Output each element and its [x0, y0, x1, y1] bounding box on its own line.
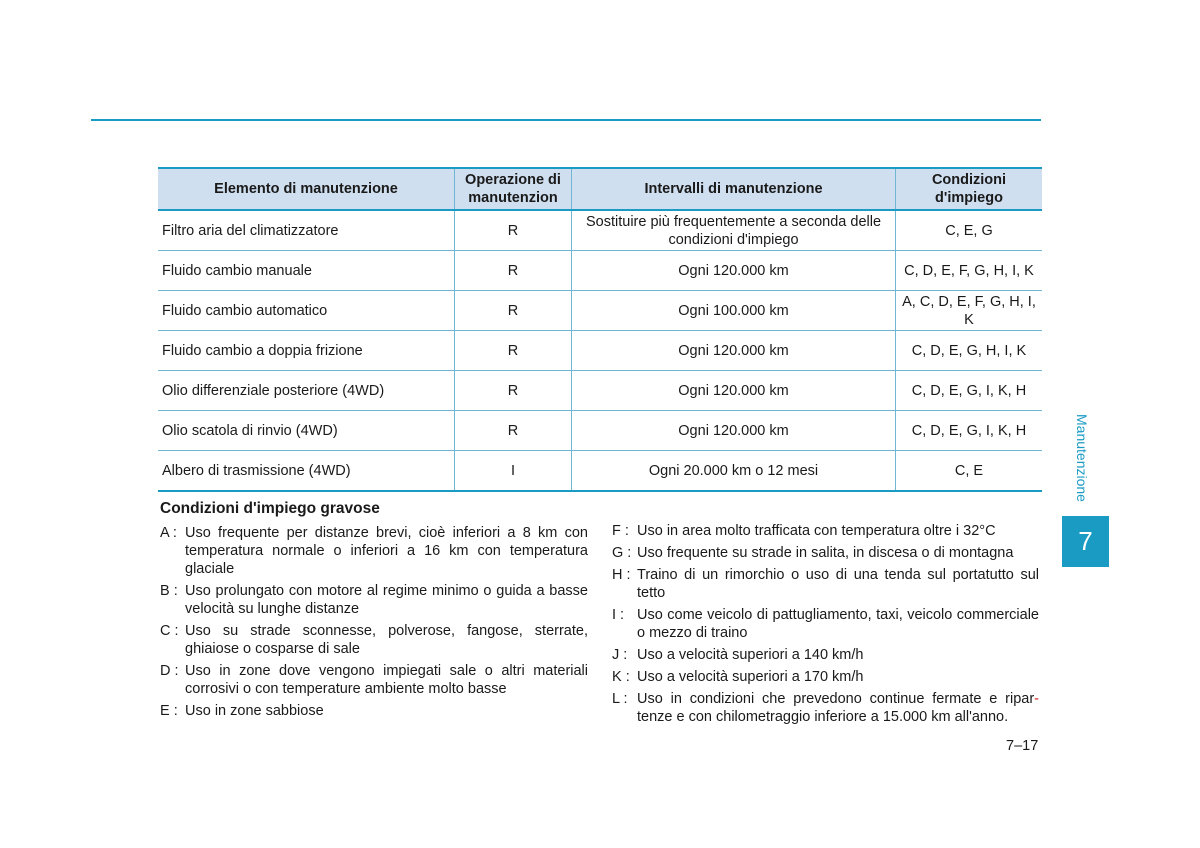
- chapter-label-text: Manutenzione: [1074, 414, 1090, 502]
- item-key: G :: [612, 545, 632, 561]
- header-operation: Operazione di manutenzion: [455, 168, 572, 210]
- cell-interval: Ogni 120.000 km: [572, 411, 896, 451]
- cell-operation: R: [455, 331, 572, 371]
- cell-conditions: C, E, G: [896, 210, 1043, 251]
- chapter-number-tab: [1062, 516, 1109, 567]
- item-key: B :: [160, 583, 178, 599]
- page-number: 7–17: [1006, 738, 1039, 754]
- chapter-number: 7: [1078, 526, 1093, 556]
- item-text: Uso prolungato con motore al regime minimo o guida a basse velocità su lunghe distanze: [185, 583, 588, 617]
- list-item: [612, 690, 1039, 726]
- cell-element: Fluido cambio automatico: [158, 291, 455, 331]
- item-text: Uso a velocità superiori a 170 km/h: [637, 669, 864, 685]
- table-row: [158, 291, 1042, 331]
- item-text: Uso come veicolo di pattugliamento, taxi, veicolo commerciale o mezzo di traino: [637, 607, 1039, 641]
- list-item: [160, 582, 588, 618]
- table-row: [158, 210, 1042, 251]
- chapter-side-label: [1068, 414, 1098, 514]
- header-interval: Intervalli di manutenzione: [572, 168, 896, 210]
- hyphen-mark: -: [1034, 691, 1039, 707]
- list-item: [160, 702, 588, 720]
- item-key: F :: [612, 523, 629, 539]
- item-text-part1: Uso in condizioni che prevedono continue fermate e ripar: [637, 691, 1035, 707]
- cell-interval: Ogni 100.000 km: [572, 291, 896, 331]
- cell-operation: R: [455, 371, 572, 411]
- cell-interval: Ogni 120.000 km: [572, 371, 896, 411]
- list-item: [160, 524, 588, 578]
- table-row: [158, 451, 1042, 492]
- item-key: H :: [612, 567, 631, 583]
- item-text: Uso in zone dove vengono impiegati sale o altri materiali corrosivi o con temperature ambiente molto basse: [185, 663, 588, 697]
- item-key: K :: [612, 669, 630, 685]
- item-text: Uso in area molto trafficata con temperatura oltre i 32°C: [637, 523, 996, 539]
- item-key: I :: [612, 607, 625, 623]
- cell-interval: Ogni 20.000 km o 12 mesi: [572, 451, 896, 492]
- cell-operation: R: [455, 210, 572, 251]
- cell-element: Albero di trasmissione (4WD): [158, 451, 455, 492]
- item-text: Uso su strade sconnesse, polverose, fangose, sterrate, ghiaiose o cosparse di sale: [185, 623, 588, 657]
- item-text: [637, 690, 1039, 726]
- list-item: [612, 606, 1039, 642]
- cell-operation: R: [455, 291, 572, 331]
- item-text: Uso a velocità superiori a 140 km/h: [637, 647, 864, 663]
- list-item: [612, 668, 1039, 686]
- cell-element: Fluido cambio a doppia frizione: [158, 331, 455, 371]
- table-header-row: [158, 168, 1042, 210]
- cell-element: Fluido cambio manuale: [158, 251, 455, 291]
- cell-element: Filtro aria del climatizzatore: [158, 210, 455, 251]
- top-rule: [91, 119, 1041, 121]
- cell-element: Olio differenziale posteriore (4WD): [158, 371, 455, 411]
- cell-element: Olio scatola di rinvio (4WD): [158, 411, 455, 451]
- item-key: C :: [160, 623, 179, 639]
- item-text-part2: tenze e con chilometraggio inferiore a 15.000 km all'anno.: [637, 709, 1009, 725]
- item-key: E :: [160, 703, 178, 719]
- header-conditions: Condizioni d'impiego: [896, 168, 1043, 210]
- item-text: Traino di un rimorchio o uso di una tenda sul portatutto sul tetto: [637, 567, 1039, 601]
- conditions-heading: Condizioni d'impiego gravose: [160, 500, 380, 517]
- table-row: [158, 331, 1042, 371]
- item-text: Uso frequente per distanze brevi, cioè inferiori a 8 km con temperatura normale o inferiori a 16 km con temperatura glaciale: [185, 525, 588, 577]
- item-key: A :: [160, 525, 177, 541]
- item-text: Uso in zone sabbiose: [185, 703, 324, 719]
- table-row: [158, 251, 1042, 291]
- list-item: [612, 522, 1039, 540]
- cell-conditions: C, D, E, G, I, K, H: [896, 371, 1043, 411]
- item-key: L :: [612, 691, 628, 707]
- list-item: [160, 662, 588, 698]
- cell-conditions: C, D, E, G, I, K, H: [896, 411, 1043, 451]
- table-row: [158, 371, 1042, 411]
- conditions-list-left: [160, 524, 588, 724]
- cell-interval: Sostituire più frequentemente a seconda delle condizioni d'impiego: [572, 210, 896, 251]
- conditions-list-right: [612, 522, 1039, 730]
- cell-operation: R: [455, 411, 572, 451]
- list-item: [612, 544, 1039, 562]
- cell-conditions: C, E: [896, 451, 1043, 492]
- cell-conditions: C, D, E, F, G, H, I, K: [896, 251, 1043, 291]
- cell-interval: Ogni 120.000 km: [572, 331, 896, 371]
- list-item: [160, 622, 588, 658]
- cell-operation: I: [455, 451, 572, 492]
- item-text: Uso frequente su strade in salita, in discesa o di montagna: [637, 545, 1014, 561]
- cell-interval: Ogni 120.000 km: [572, 251, 896, 291]
- list-item: [612, 566, 1039, 602]
- maintenance-table: [158, 167, 1042, 492]
- list-item: [612, 646, 1039, 664]
- cell-operation: R: [455, 251, 572, 291]
- cell-conditions: C, D, E, G, H, I, K: [896, 331, 1043, 371]
- cell-conditions: A, C, D, E, F, G, H, I, K: [896, 291, 1043, 331]
- header-element: Elemento di manutenzione: [158, 168, 455, 210]
- item-key: J :: [612, 647, 628, 663]
- item-key: D :: [160, 663, 179, 679]
- table-row: [158, 411, 1042, 451]
